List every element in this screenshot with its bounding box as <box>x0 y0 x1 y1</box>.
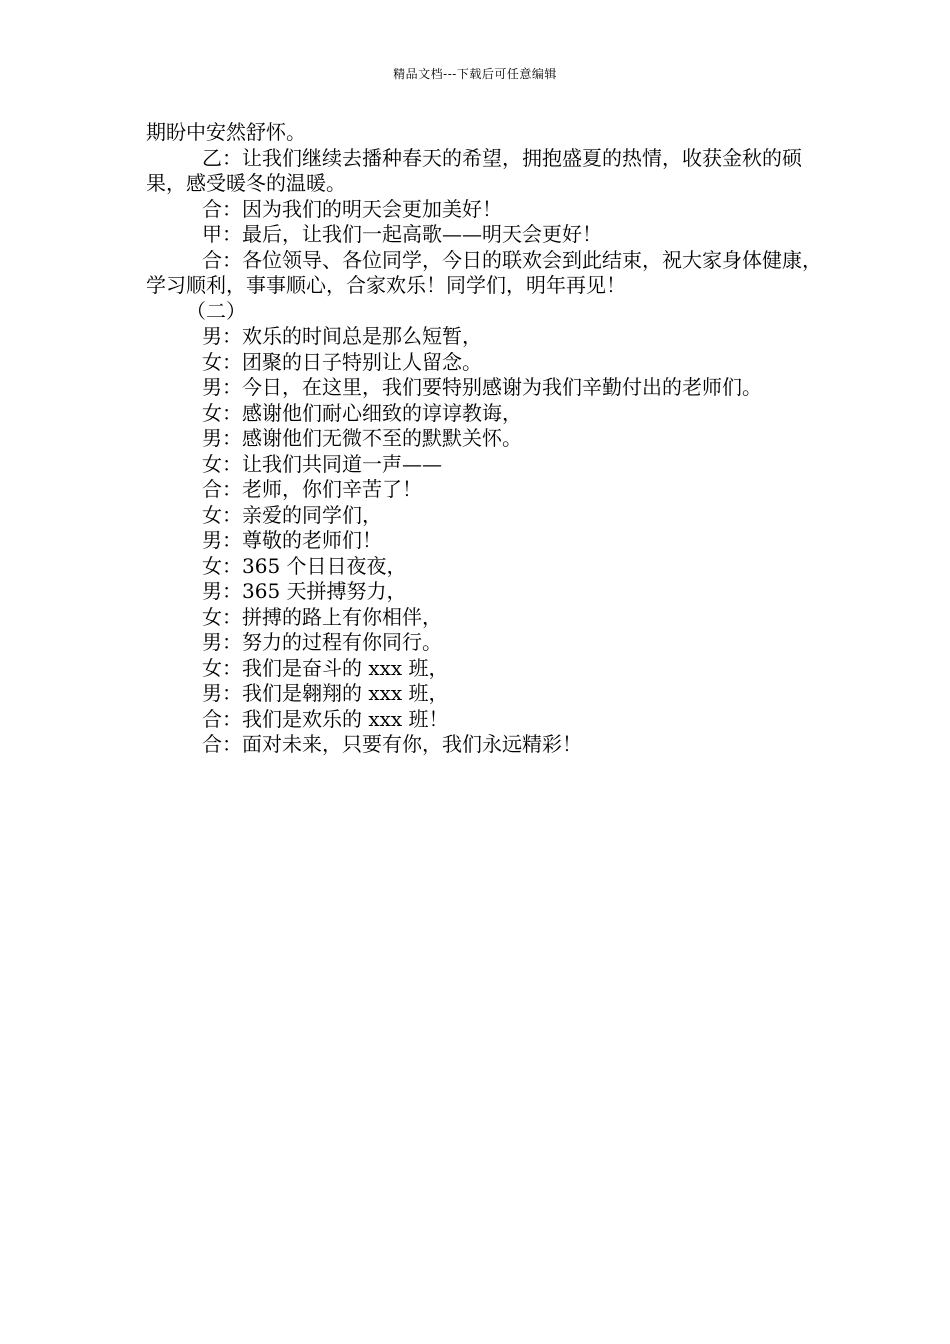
section-heading: （二） <box>186 298 246 323</box>
document-body <box>146 120 836 758</box>
paragraph-20: 女：我们是奋斗的 xxx 班， <box>202 655 449 680</box>
paragraph-7: 男：欢乐的时间总是那么短暂， <box>202 324 482 348</box>
paragraph-1: 期盼中安然舒怀。 <box>146 120 306 144</box>
paragraph-19: 男：努力的过程有你同行。 <box>202 630 442 654</box>
paragraph-23: 合：面对未来，只要有你，我们永远精彩！ <box>202 732 582 756</box>
paragraph-16: 女：365 个日日夜夜， <box>202 553 407 578</box>
page-header: 精品文档---下载后可任意编辑 <box>393 67 557 81</box>
paragraph-2: 乙：让我们继续去播种春天的希望，拥抱盛夏的热情，收获金秋的硕果，感受暖冬的温暖。 <box>146 145 802 195</box>
paragraph-3: 合：因为我们的明天会更加美好！ <box>202 196 502 221</box>
paragraph-21: 男：我们是翱翔的 xxx 班， <box>202 681 449 705</box>
paragraph-10: 女：感谢他们耐心细致的谆谆教诲， <box>202 400 522 425</box>
paragraph-14: 女：亲爱的同学们， <box>202 502 382 527</box>
paragraph-8: 女：团聚的日子特别让人留念。 <box>202 349 482 374</box>
paragraph-18: 女：拼搏的路上有你相伴， <box>202 604 442 629</box>
paragraph-12: 女：让我们共同道一声—— <box>202 451 442 476</box>
paragraph-13: 合：老师，你们辛苦了！ <box>202 477 422 501</box>
paragraph-15: 男：尊敬的老师们！ <box>202 528 382 552</box>
paragraph-5: 合：各位领导、各位同学，今日的联欢会到此结束，祝大家身体健康，学习顺利，事事顺心，合家欢乐！同学们，明年再见！ <box>146 247 822 297</box>
paragraph-11: 男：感谢他们无微不至的默默关怀。 <box>202 426 522 450</box>
paragraph-22: 合：我们是欢乐的 xxx 班！ <box>202 706 449 731</box>
paragraph-17: 男：365 天拼搏努力， <box>202 579 407 603</box>
paragraph-4: 甲：最后，让我们一起高歌——明天会更好！ <box>202 222 602 246</box>
paragraph-9: 男：今日，在这里，我们要特别感谢为我们辛勤付出的老师们。 <box>202 375 762 399</box>
